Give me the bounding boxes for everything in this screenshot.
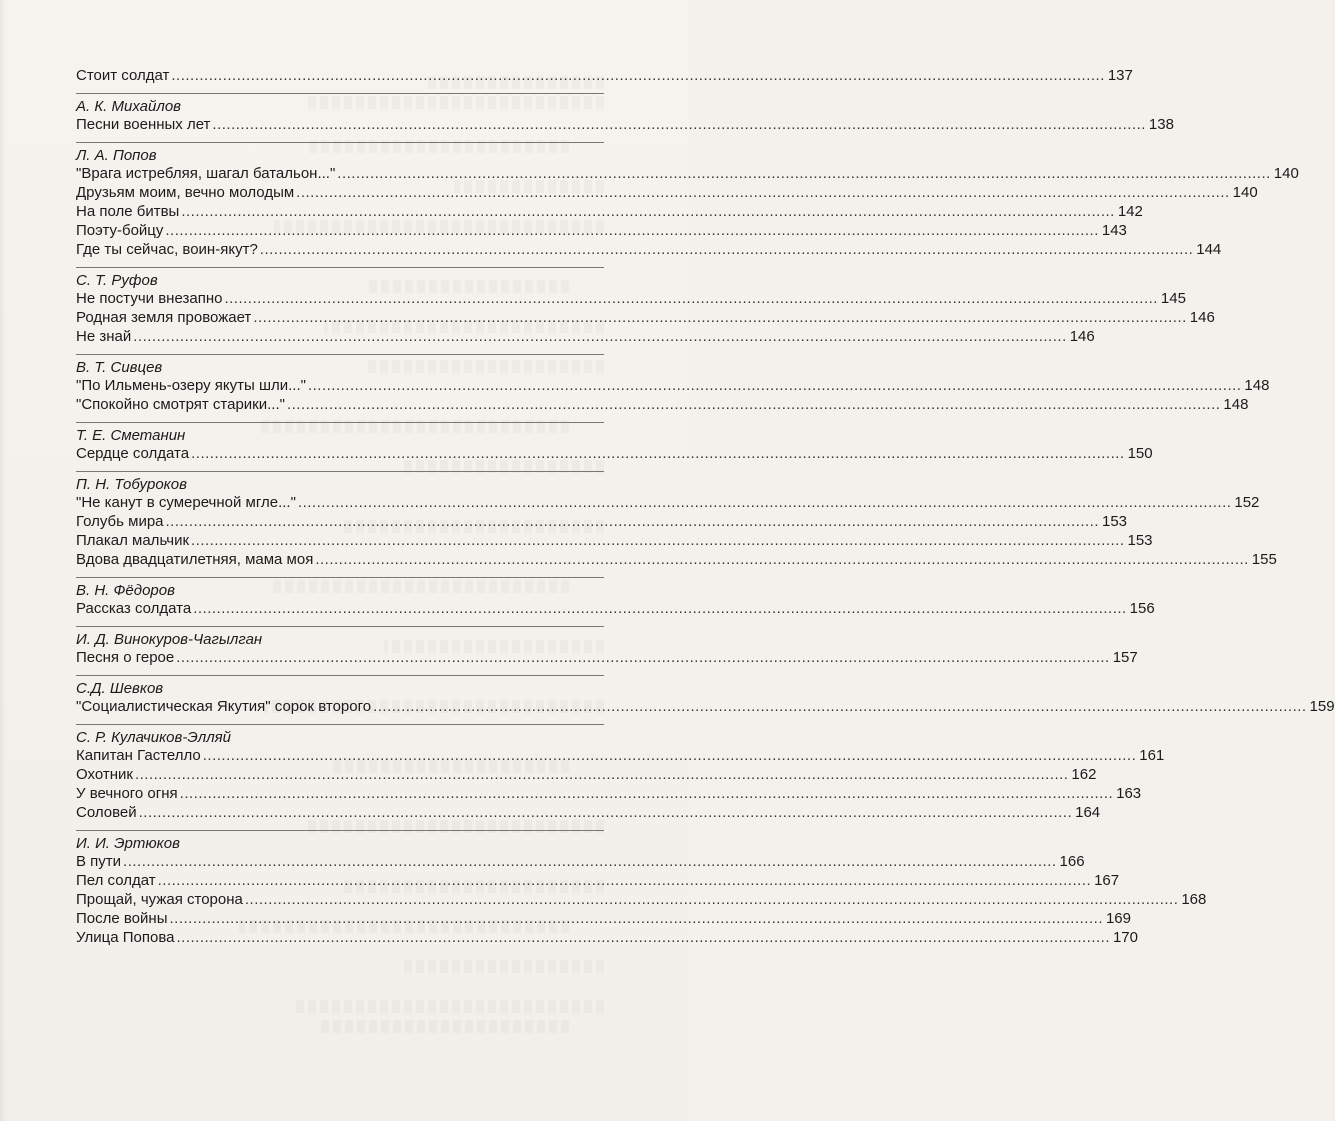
entry-title: Вдова двадцатилетняя, мама моя [76,551,314,568]
toc-entry[interactable] [76,66,1133,85]
page-number: 162 [1071,766,1097,783]
entry-title: Голубь мира [76,513,164,530]
page-number: 142 [1117,203,1143,220]
page-number: 140 [1273,165,1299,182]
dot-leader: ........................................................................................................................................................................................................ [307,377,1242,394]
toc-section [76,626,1138,667]
toc-entry[interactable] [76,493,1260,512]
entry-title: На поле битвы [76,203,180,220]
entry-title: Стоит солдат [76,67,170,84]
page-number: 153 [1127,532,1153,549]
dot-leader: ........................................................................................................................................................................................................ [315,551,1249,568]
page-number: 144 [1196,241,1222,258]
toc-entry[interactable] [76,697,1335,716]
page-number: 145 [1160,290,1186,307]
page-number: 170 [1112,929,1138,946]
toc-section [76,267,1215,346]
page-number: 137 [1107,67,1133,84]
toc-entry[interactable] [76,765,1097,784]
dot-leader: ........................................................................................................................................................................................................ [296,184,1230,201]
entry-title: В пути [76,853,122,870]
toc-section [76,830,1207,947]
table-of-contents [76,62,1335,947]
toc-entry[interactable] [76,115,1174,134]
entry-title: Капитан Гастелло [76,747,201,764]
entry-title: Песня о герое [76,649,175,666]
entry-title: Пел солдат [76,872,156,889]
toc-entry[interactable] [76,648,1138,667]
toc-entry[interactable] [76,183,1258,202]
toc-entry[interactable] [76,376,1270,395]
toc-entry[interactable] [76,803,1101,822]
dot-leader: ........................................................................................................................................................................................................ [191,445,1125,462]
toc-entry[interactable] [76,909,1131,928]
entry-title: Друзьям моим, вечно молодым [76,184,295,201]
page-number: 153 [1101,513,1128,530]
dot-leader: ........................................................................................................................................................................................................ [138,804,1073,821]
toc-entry[interactable] [76,599,1155,618]
toc-entry[interactable] [76,852,1085,871]
entry-title: Не знай [76,328,132,345]
dot-leader: ........................................................................................................................................................................................................ [212,116,1146,133]
toc-entry[interactable] [76,444,1153,463]
dot-leader: ........................................................................................................................................................................................................ [176,649,1110,666]
page-number: 146 [1189,309,1215,326]
toc-section [76,422,1153,463]
author-heading: Л. А. Попов [76,142,604,164]
dot-leader: ........................................................................................................................................................................................................ [259,241,1194,258]
entry-title: Где ты сейчас, воин-якут? [76,241,258,258]
dot-leader: ........................................................................................................................................................................................................ [171,67,1105,84]
page-edge-shadow [0,0,6,1121]
dot-leader: ........................................................................................................................................................................................................ [157,872,1092,889]
toc-entry[interactable] [76,871,1120,890]
page-number: 157 [1112,649,1138,666]
entry-title: Прощай, чужая сторона [76,891,243,908]
entry-title: Улица Попова [76,929,175,946]
dot-leader: ........................................................................................................................................................................................................ [165,222,1099,239]
entry-title: "Врага истребляя, шагал батальон..." [76,165,336,182]
entry-title: Не постучи внезапно [76,290,223,307]
dot-leader: ........................................................................................................................................................................................................ [134,766,1069,783]
dot-leader: ........................................................................................................................................................................................................ [179,785,1114,802]
page-number: 140 [1232,184,1258,201]
dot-leader: ........................................................................................................................................................................................................ [297,494,1232,511]
page-number: 166 [1059,853,1085,870]
page-number: 159 [1309,698,1335,715]
dot-leader: ........................................................................................................................................................................................................ [286,396,1221,413]
toc-entry[interactable] [76,531,1153,550]
author-heading: Т. Е. Сметанин [76,422,604,444]
dot-leader: ........................................................................................................................................................................................................ [193,600,1127,617]
toc-section [76,66,1133,85]
page-number: 168 [1181,891,1207,908]
entry-title: Песни военных лет [76,116,211,133]
author-heading: В. Н. Фёдоров [76,577,604,599]
page-number: 152 [1234,494,1260,511]
author-heading: И. И. Эртюков [76,830,604,852]
dot-leader: ........................................................................................................................................................................................................ [123,853,1057,870]
toc-entry[interactable] [76,202,1143,221]
dot-leader: ........................................................................................................................................................................................................ [133,328,1067,345]
entry-title: Поэту-бойцу [76,222,164,239]
dot-leader: ........................................................................................................................................................................................................ [191,532,1125,549]
page-number: 148 [1244,377,1270,394]
dot-leader: ........................................................................................................................................................................................................ [165,513,1100,530]
author-heading: А. К. Михайлов [76,93,604,115]
toc-section [76,354,1270,414]
dot-leader: ........................................................................................................................................................................................................ [176,929,1110,946]
toc-entry[interactable] [76,395,1249,414]
entry-title: "Спокойно смотрят старики..." [76,396,285,413]
toc-entry[interactable] [76,550,1277,569]
toc-section [76,724,1165,822]
toc-entry[interactable] [76,308,1215,327]
author-heading: С.Д. Шевков [76,675,604,697]
entry-title: После войны [76,910,168,927]
toc-section [76,142,1299,259]
entry-title: Охотник [76,766,133,783]
entry-title: Соловей [76,804,137,821]
toc-entry[interactable] [76,746,1165,765]
page-number: 150 [1127,445,1153,462]
toc-section [76,675,1335,716]
entry-title: Родная земля провожает [76,309,252,326]
toc-section [76,577,1155,618]
entry-title: Сердце солдата [76,445,190,462]
toc-entry[interactable] [76,890,1207,909]
toc-entry[interactable] [76,784,1142,803]
author-heading: И. Д. Винокуров-Чагылган [76,626,604,648]
page-number: 143 [1101,222,1127,239]
author-heading: В. Т. Сивцев [76,354,604,376]
toc-entry[interactable] [76,221,1127,240]
dot-leader: ........................................................................................................................................................................................................ [373,698,1307,715]
author-heading: П. Н. Тобуроков [76,471,604,493]
page-number: 163 [1116,785,1142,802]
page-number: 156 [1129,600,1155,617]
entry-title: У вечного огня [76,785,178,802]
page-number: 155 [1251,551,1277,568]
entry-title: "Не канут в сумеречной мгле..." [76,494,296,511]
page-number: 148 [1223,396,1249,413]
entry-title: "Социалистическая Якутия" сорок второго [76,698,372,715]
dot-leader: ........................................................................................................................................................................................................ [337,165,1271,182]
dot-leader: ........................................................................................................................................................................................................ [244,891,1179,908]
dot-leader: ........................................................................................................................................................................................................ [253,309,1187,326]
entry-title: Плакал мальчик [76,532,190,549]
toc-entry[interactable] [76,327,1095,346]
toc-section [76,471,1277,569]
toc-entry[interactable] [76,928,1138,947]
dot-leader: ........................................................................................................................................................................................................ [181,203,1115,220]
toc-entry[interactable] [76,512,1128,531]
toc-entry[interactable] [76,164,1299,183]
dot-leader: ........................................................................................................................................................................................................ [224,290,1158,307]
entry-title: Рассказ солдата [76,600,192,617]
toc-entry[interactable] [76,240,1222,259]
toc-entry[interactable] [76,289,1186,308]
page-number: 146 [1069,328,1095,345]
dot-leader: ........................................................................................................................................................................................................ [169,910,1103,927]
page-number: 169 [1105,910,1131,927]
author-heading: С. Т. Руфов [76,267,604,289]
toc-section [76,93,1174,134]
entry-title: "По Ильмень-озеру якуты шли..." [76,377,306,394]
dot-leader: ........................................................................................................................................................................................................ [202,747,1137,764]
page-number: 138 [1148,116,1174,133]
page-number: 167 [1094,872,1120,889]
page-number: 161 [1139,747,1165,764]
page-number: 164 [1075,804,1101,821]
author-heading: С. Р. Кулачиков-Элляй [76,724,604,746]
